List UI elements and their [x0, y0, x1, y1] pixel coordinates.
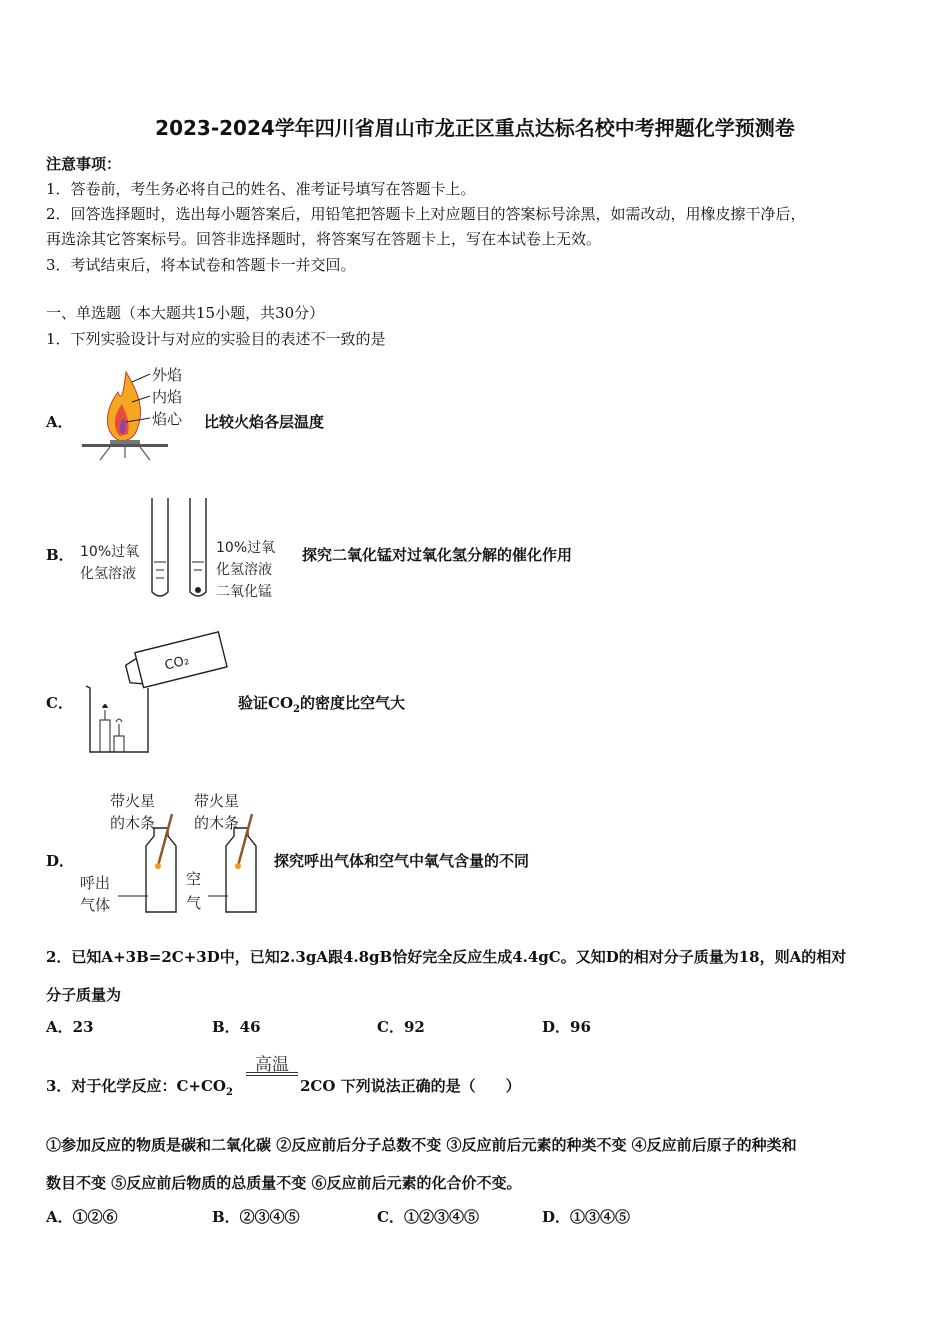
q2-option-a: A．23 — [46, 1018, 94, 1036]
q1-option-a-text: 比较火焰各层温度 — [204, 413, 325, 431]
stick-label-left-1: 带火星 — [110, 792, 156, 810]
question-3-stem-start: 3．对于化学反应：$C+CO_2$ — [46, 1077, 233, 1098]
question-3-statements-line1: ①参加反应的物质是碳和二氧化碳 ②反应前后分子总数不变 ③反应前后元素的种类不变 ④反应前后原子的种类和 — [46, 1136, 797, 1154]
notice-heading: 注意事项： — [46, 155, 122, 173]
q2-option-b: B．46 — [212, 1018, 261, 1036]
q1-option-b-text: 探究二氧化锰对过氧化氢分解的催化作用 — [302, 546, 573, 564]
exhaled-gas-label-1: 呼出 — [80, 874, 111, 892]
co2-beaker-figure — [80, 626, 230, 758]
tube-left-label-1: 10%过氧 — [80, 544, 140, 560]
co2-gas-label: CO₂ — [163, 653, 191, 674]
tube-right-label-2: 化氢溶液 — [216, 562, 272, 578]
air-label-2: 气 — [186, 894, 202, 912]
page-title: 2023-2024学年四川省眉山市龙正区重点达标名校中考押题化学预测卷 — [155, 116, 795, 140]
stick-label-left-2: 的木条 — [110, 814, 156, 832]
stick-label-right-1: 带火星 — [194, 792, 240, 810]
notice-item-2b: 再选涂其它答案标号。回答非选择题时，将答案写在答题卡上，写在本试卷上无效。 — [46, 230, 602, 248]
exhaled-gas-label-2: 气体 — [80, 896, 111, 914]
flame-figure — [80, 362, 200, 462]
q3-option-c: C．①②③④⑤ — [377, 1208, 479, 1226]
q1-option-b-label: B． — [46, 546, 74, 564]
notice-item-1: 1．答卷前，考生务必将自己的姓名、准考证号填写在答题卡上。 — [46, 180, 476, 198]
flame-core-label: 焰心 — [152, 410, 183, 428]
q3-option-a: A．①②⑥ — [46, 1208, 118, 1226]
question-2-stem-line1: 2．已知A+3B=2C+3D中，已知2.3gA跟4.8gB恰好完全反应生成4.4gC。又知D的相对分子质量为18，则A的相对 — [46, 948, 847, 966]
question-3-stem-end: 2CO 下列说法正确的是（ ） — [300, 1077, 521, 1095]
q2-option-d: D．96 — [542, 1018, 591, 1036]
q1-option-c-label: C． — [46, 694, 73, 712]
q2-option-c: C．92 — [377, 1018, 425, 1036]
q1-option-d-text: 探究呼出气体和空气中氧气含量的不同 — [274, 852, 530, 870]
air-label-1: 空 — [186, 870, 202, 888]
gas-bottles-figure — [78, 784, 274, 918]
tube-right-label-1: 10%过氧 — [216, 540, 276, 556]
section-heading: 一、单选题（本大题共15小题，共30分） — [46, 304, 325, 322]
reaction-arrow-line-2 — [246, 1075, 298, 1076]
notice-item-3: 3．考试结束后，将本试卷和答题卡一并交回。 — [46, 256, 356, 274]
q3-option-d: D．①③④⑤ — [542, 1208, 631, 1226]
tube-right-label-3: 二氧化锰 — [216, 584, 272, 600]
test-tubes-figure — [78, 494, 298, 604]
reaction-arrow-line-1 — [246, 1072, 298, 1073]
q1-option-d-label: D． — [46, 852, 75, 870]
stick-label-right-2: 的木条 — [194, 814, 240, 832]
reaction-condition: 高温 — [255, 1055, 289, 1075]
tube-left-label-2: 化氢溶液 — [80, 566, 136, 582]
q3-option-b: B．②③④⑤ — [212, 1208, 300, 1226]
notice-item-2a: 2．回答选择题时，选出每小题答案后，用铅笔把答题卡上对应题目的答案标号涂黑，如需改动，用橡皮擦干净后， — [46, 205, 806, 223]
inner-flame-label: 内焰 — [152, 388, 183, 406]
question-3-statements-line2: 数目不变 ⑤反应前后物质的总质量不变 ⑥反应前后元素的化合价不变。 — [46, 1174, 522, 1192]
question-1-stem: 1．下列实验设计与对应的实验目的表述不一致的是 — [46, 330, 386, 348]
outer-flame-label: 外焰 — [152, 366, 183, 384]
question-2-stem-line2: 分子质量为 — [46, 986, 122, 1004]
q1-option-c-text: 验证$CO_2$的密度比空气大 — [238, 694, 405, 715]
q1-option-a-label: A． — [46, 413, 73, 431]
